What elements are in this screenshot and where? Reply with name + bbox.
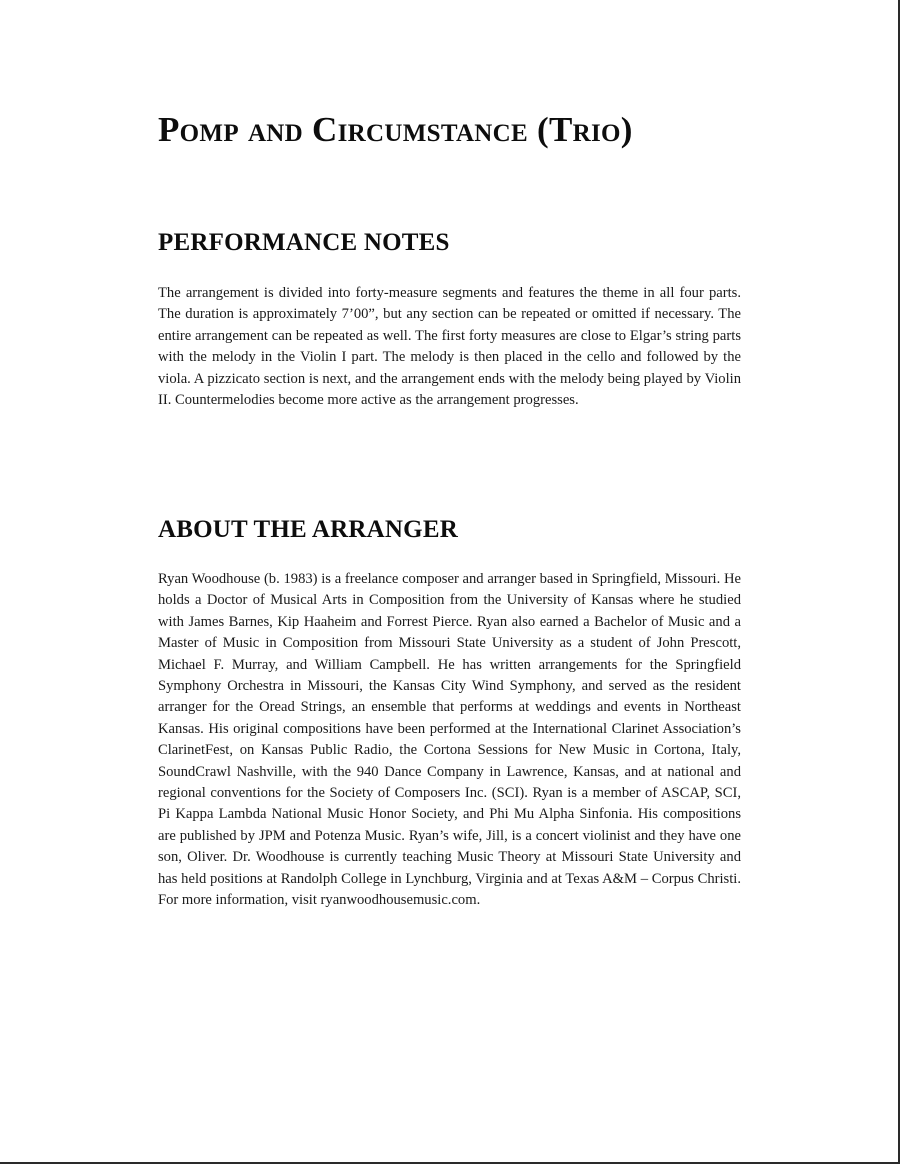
page-title: Pomp and Circumstance (Trio) <box>158 110 633 149</box>
about-arranger-paragraph: Ryan Woodhouse (b. 1983) is a freelance composer and arranger based in Springfield, Missouri. He holds a Doctor of Musical Arts in Composition from the University of Kansas where he studied with James Barnes, Kip Haaheim and Forrest Pierce. Ryan also earned a Bachelor of Music and a Master of Music in Composition from Missouri State University as a student of John Prescott, Michael F. Murray, and William Campbell. He has written arrangements for the Springfield Symphony Orchestra in Missouri, the Kansas City Wind Symphony, and served as the resident arranger for the Oread Strings, an ensemble that performs at weddings and events in Northeast Kansas. His original compositions have been performed at the International Clarinet Association’s ClarinetFest, on Kansas Public Radio, the Cortona Sessions for New Music in Cortona, Italy, SoundCrawl Nashville, with the 940 Dance Company in Lawrence, Kansas, and at national and regional conventions for the Society of Composers Inc. (SCI). Ryan is a member of ASCAP, SCI, Pi Kappa Lambda National Music Honor Society, and Phi Mu Alpha Sinfonia. His compositions are published by JPM and Potenza Music. Ryan’s wife, Jill, is a concert violinist and they have one son, Oliver. Dr. Woodhouse is currently teaching Music Theory at Missouri State University and has held positions at Randolph College in Lynchburg, Virginia and at Texas A&M – Corpus Christi. For more information, visit ryanwoodhousemusic.com. <box>158 571 741 909</box>
about-arranger-heading: ABOUT THE ARRANGER <box>158 516 458 543</box>
performance-notes-heading: PERFORMANCE NOTES <box>158 229 450 256</box>
performance-notes-paragraph: The arrangement is divided into forty-measure segments and features the theme in all four parts. The duration is approximately 7’00”, but any section can be repeated or omitted if necessary. The entire arrangement can be repeated as well. The first forty measures are close to Elgar’s string parts with the melody in the Violin I part. The melody is then placed in the cello and followed by the viola. A pizzicato section is next, and the arrangement ends with the melody being played by Violin II. Countermelodies become more active as the arrangement progresses. <box>158 285 741 409</box>
